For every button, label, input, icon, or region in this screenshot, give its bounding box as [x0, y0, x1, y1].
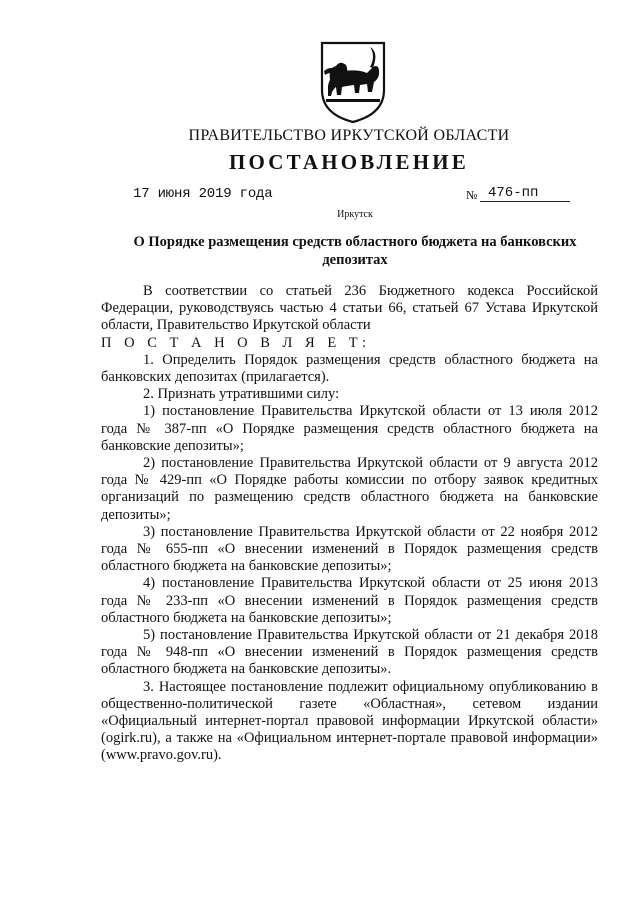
document-type: ПОСТАНОВЛЕНИЕ	[228, 150, 470, 174]
city-name: Иркутск	[337, 209, 373, 220]
number-sign: №	[466, 188, 478, 202]
item-2-sub-2: 2) постановление Правительства Иркутской области от 9 августа 2012 года № 429-пп «О Порядке работы комиссии по отбору заявок кредитных организаций по размещению средств областного бюджета на банковские депозиты»;	[101, 455, 598, 523]
item-3: 3. Настоящее постановление подлежит официальному опубликованию в общественно-политической газете «Областная», сетевом издании «Официальный интернет-портал правовой информации Иркутской области» (ogirk.ru), а также на «Официальном интернет-портале правовой информации» (www.pravo.gov.ru).	[101, 678, 598, 764]
document-body	[101, 283, 598, 765]
decree-word: П О С Т А Н О В Л Я Е Т:	[101, 334, 371, 351]
document-number: 476-пп	[480, 186, 570, 202]
government-name: ПРАВИТЕЛЬСТВО ИРКУТСКОЙ ОБЛАСТИ	[188, 127, 510, 144]
item-2: 2. Признать утратившими силу:	[143, 386, 340, 403]
preamble: В соответствии со статьей 236 Бюджетного кодекса Российской Федерации, руководствуясь частью 4 статьи 66, статьей 67 Устава Иркутской области, Правительство Иркутской области	[101, 283, 598, 334]
irkutsk-coat-of-arms-icon	[318, 40, 388, 124]
item-1: 1. Определить Порядок размещения средств областного бюджета на банковских депозитах (прилагается).	[101, 351, 598, 386]
item-2-sub-5: 5) постановление Правительства Иркутской области от 21 декабря 2018 года № 948-пп «О внесении изменений в Порядок размещения средств областного бюджета на банковские депозиты».	[101, 627, 598, 678]
item-2-sub-1: 1) постановление Правительства Иркутской области от 13 июля 2012 года № 387-пп «О Порядке размещения средств областного бюджета на банковские депозиты»;	[101, 403, 598, 454]
item-2-sub-3: 3) постановление Правительства Иркутской области от 22 ноября 2012 года № 655-пп «О внесении изменений в Порядок размещения средств областного бюджета на банковские депозиты»;	[101, 523, 598, 575]
document-date: 17 июня 2019 года	[133, 186, 273, 202]
document-title: О Порядке размещения средств областного бюджета на банковских депозитах	[133, 234, 577, 268]
item-2-sub-4: 4) постановление Правительства Иркутской области от 25 июня 2013 года № 233-пп «О внесении изменений в Порядок размещения средств областного бюджета на банковские депозиты»;	[101, 575, 598, 626]
